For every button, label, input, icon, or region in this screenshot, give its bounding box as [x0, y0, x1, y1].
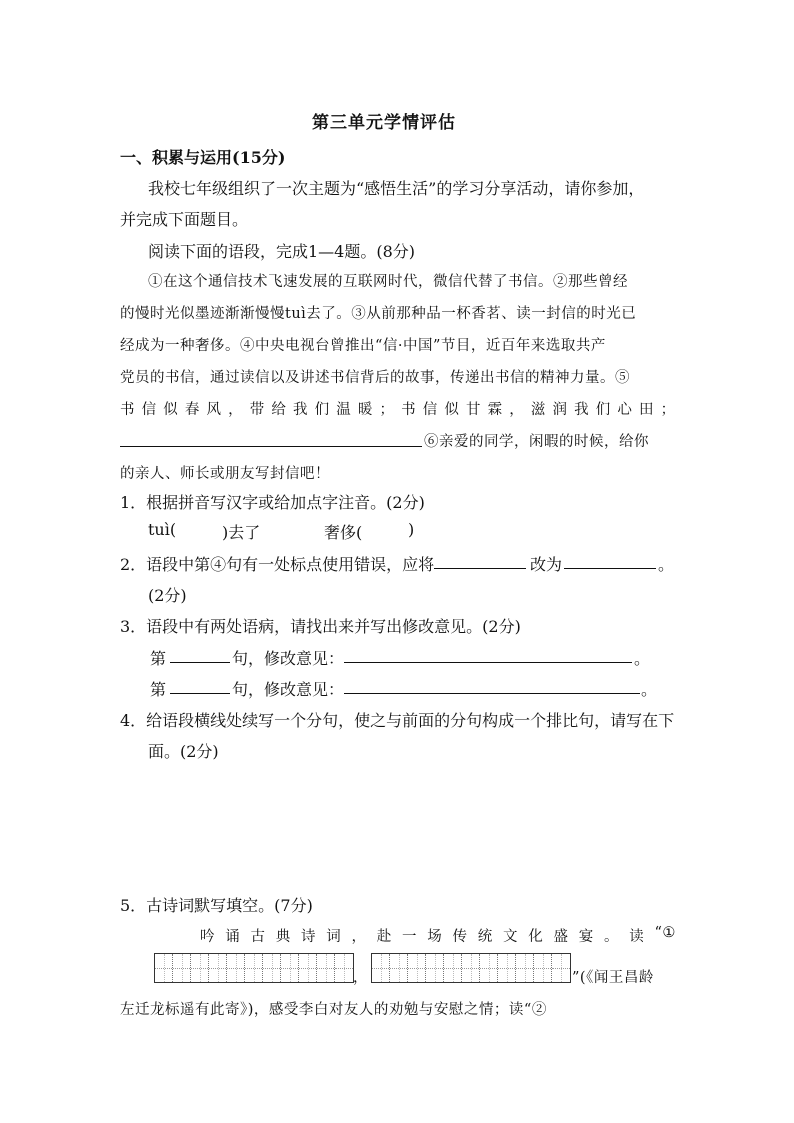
q1-after-1: )去了: [222, 523, 261, 542]
passage-line-5-char: ；: [660, 402, 676, 418]
q3-row-2-prefix: 第: [150, 680, 167, 699]
passage-line-5-char: 似: [444, 402, 460, 418]
q5-line-1-char: 词: [326, 929, 342, 945]
passage-line-5-char: 我: [293, 402, 308, 418]
passage-line-1: ①在这个通信技术飞速发展的互联网时代，微信代替了书信。②那些曾经: [148, 274, 628, 290]
q5-line-1-char: 诵: [225, 929, 241, 945]
q5-line-3: 左迁龙标遥有此寄》)，感受李白对友人的劝勉与安慰之情；读“②: [120, 1002, 547, 1018]
passage-line-3: 经成为一种奢侈。④中央电视台曾推出“信·中国”节目，近百年来选取共产: [120, 338, 606, 354]
question-4-line-2: 面。(2分): [148, 742, 219, 761]
q3-row-2-end: 。: [641, 680, 658, 699]
passage-line-5-char: 霖: [487, 402, 503, 418]
q5-line-1-char: 。: [604, 929, 619, 945]
question-3: 3．语段中有两处语病，请找出来并写出修改意见。(2分): [120, 617, 521, 636]
passage-line-5-char: 滋: [530, 402, 546, 418]
q5-after-grid: ”(《闻王昌龄: [572, 970, 654, 986]
q5-line-1-char: 统: [477, 929, 493, 945]
q3-row-2-opinion-blank[interactable]: [344, 693, 640, 694]
q3-row-1-prefix: 第: [150, 649, 167, 668]
q5-line-1-char: “①: [654, 925, 676, 941]
passage-line-5-char: 似: [163, 402, 179, 418]
passage-line-5-char: 信: [422, 402, 438, 418]
passage-line-5-char: 心: [617, 402, 633, 418]
q5-answer-grid-2[interactable]: [371, 953, 571, 983]
passage-line-2: 的慢时光似墨迹渐渐慢慢tuì去了。③从前那种品一杯香茗、读一封信的时光已: [120, 306, 637, 322]
q5-line-1-char: 场: [427, 929, 443, 945]
q3-row-1-sentence-blank[interactable]: [170, 662, 230, 663]
q5-line-1-char: 文: [503, 929, 518, 945]
passage-line-5-char: ，: [228, 402, 244, 418]
question-5: 5．古诗词默写填空。(7分): [120, 896, 313, 915]
passage-line-5-char: 书: [120, 402, 135, 418]
passage-line-5-char: 信: [141, 402, 157, 418]
section-heading: 一、积累与运用(15分): [120, 148, 286, 167]
q5-answer-grid-1[interactable]: [154, 953, 354, 983]
q4-answer-area[interactable]: [120, 770, 676, 870]
passage-line-5-char: 润: [552, 402, 568, 418]
q5-line-1-char: 传: [452, 929, 468, 945]
passage-line-5-char: 给: [271, 402, 287, 418]
passage-line-6: ⑥亲爱的同学，闲暇的时候，给你: [424, 434, 649, 450]
question-1: 1．根据拼音写汉字或给加点字注音。(2分): [120, 493, 425, 512]
q2-prefix: 2．语段中第④句有一处标点使用错误，应将: [120, 555, 435, 574]
q1-word-2: 奢侈(: [324, 523, 363, 542]
q1-answer-1[interactable]: [180, 520, 222, 538]
intro-line-2: 并完成下面题目。: [120, 210, 249, 229]
reading-instruction: 阅读下面的语段，完成1—4题。(8分): [148, 242, 416, 261]
passage-line-5-char: 春: [184, 402, 200, 418]
q3-row-2-middle: 句，修改意见：: [232, 680, 345, 699]
q5-line-1-char: 典: [275, 929, 291, 945]
q2-blank-1[interactable]: [434, 568, 526, 569]
q5-line-1-char: ，: [351, 929, 367, 945]
q5-comma: ，: [353, 970, 368, 986]
passage-line-5-char: 带: [249, 402, 265, 418]
passage-line-5-char: 们: [595, 402, 611, 418]
q3-row-1-end: 。: [634, 649, 651, 668]
q2-middle: 改为: [530, 555, 563, 574]
passage-line-5-char: 我: [574, 402, 590, 418]
q5-line-1-char: 盛: [553, 929, 569, 945]
q5-line-1-char: 宴: [578, 929, 594, 945]
passage-line-5-char: 暖: [357, 402, 373, 418]
intro-line-1: 我校七年级组织了一次主题为“感悟生活”的学习分享活动，请你参加，: [148, 179, 645, 198]
passage-line-4: 党员的书信，通过读信以及讲述书信背后的故事，传递出书信的精神力量。⑤: [120, 370, 630, 386]
q1-answer-2[interactable]: [366, 520, 408, 538]
q2-blank-2[interactable]: [564, 568, 656, 569]
passage-line-5-char: ，: [509, 402, 525, 418]
passage-line-5-char: 温: [336, 402, 352, 418]
q1-pinyin: tuì(: [148, 520, 177, 539]
q5-line-1-char: 赴: [376, 929, 392, 945]
q5-line-1-char: 化: [528, 929, 544, 945]
passage-line-5-char: 甘: [466, 402, 481, 418]
q3-row-2-sentence-blank[interactable]: [170, 693, 230, 694]
passage-line-7: 的亲人、师长或朋友写封信吧！: [120, 466, 330, 482]
passage-line-5-char: 们: [314, 402, 330, 418]
q2-end: 。: [658, 555, 675, 574]
passage-line-5-char: 书: [401, 402, 417, 418]
q5-line-1-char: 一: [402, 929, 417, 945]
passage-line-5-char: 田: [639, 402, 654, 418]
q1-after-2: ): [408, 520, 415, 539]
q2-score: (2分): [148, 586, 187, 605]
q5-line-1-char: 读: [629, 929, 645, 945]
q3-row-1-opinion-blank[interactable]: [344, 662, 632, 663]
passage-line-5-char: ；: [379, 402, 395, 418]
page-title: 第三单元学情评估: [312, 113, 456, 133]
continuation-blank[interactable]: [120, 446, 422, 447]
q5-line-1-char: 诗: [301, 929, 316, 945]
q5-line-1-char: 古: [250, 929, 266, 945]
question-4-line-1: 4．给语段横线处续写一个分句，使之与前面的分句构成一个排比句，请写在下: [120, 711, 675, 730]
q5-line-1: [200, 925, 676, 946]
passage-line-5-char: 风: [206, 402, 222, 418]
q5-line-1-char: 吟: [200, 929, 215, 945]
passage-line-5: [120, 398, 676, 419]
q3-row-1-middle: 句，修改意见：: [232, 649, 345, 668]
